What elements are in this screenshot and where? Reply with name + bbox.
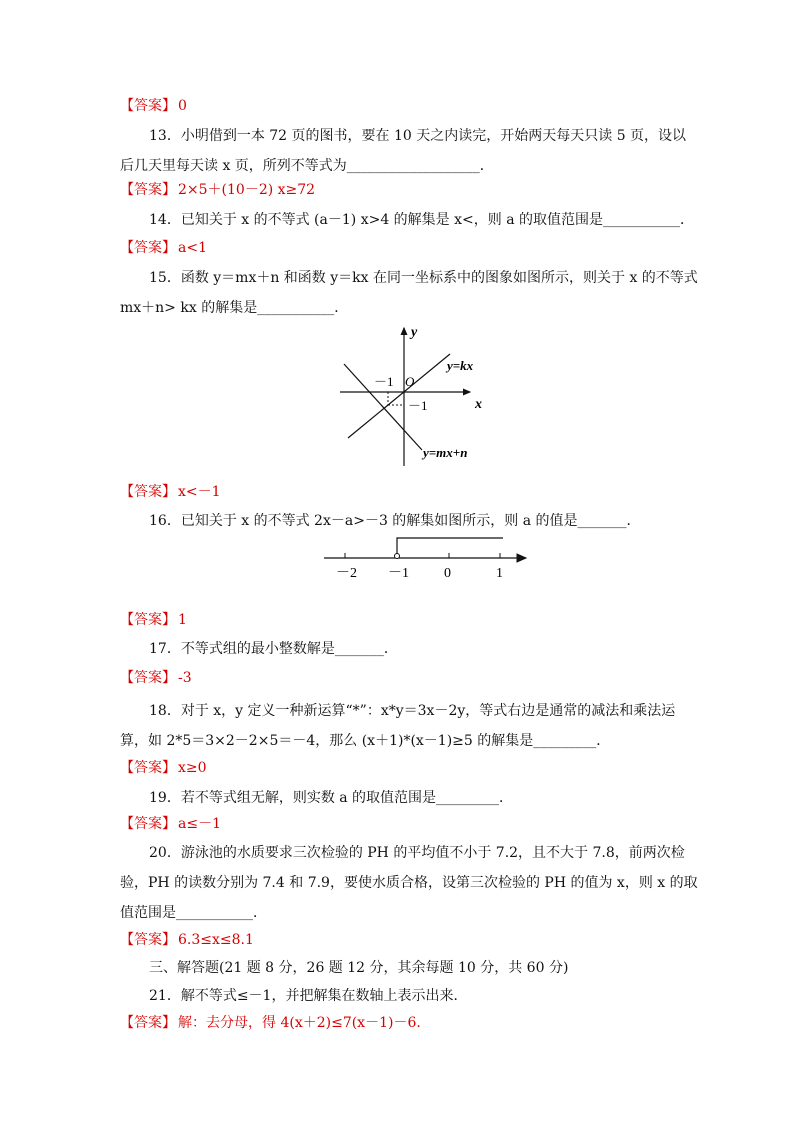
- question-17: 17．不等式组的最小整数解是_______．: [149, 641, 398, 657]
- answer-13: [120, 180, 315, 200]
- question-16: 16．已知关于 x 的不等式 2x－a>－3 的解集如图所示，则 a 的值是_______．: [149, 513, 641, 529]
- solution-bracket: [397, 538, 503, 554]
- neg1-y-label: －1: [408, 398, 428, 413]
- answer-value: 2×5＋(10－2) x≥72: [178, 182, 316, 198]
- answer-value: 0: [178, 98, 187, 114]
- answer-tag: 【答案】: [120, 760, 176, 776]
- question-18-line2: 算，如 2*5＝3×2－2×5＝－4，那么 (x＋1)*(x－1)≥5 的解集是_________．: [120, 733, 611, 749]
- question-15-line1: 15．函数 y＝mx＋n 和函数 y＝kx 在同一坐标系中的图象如图所示，则关于 x 的不等式: [149, 270, 698, 286]
- answer-tag: 【答案】: [120, 670, 176, 686]
- question-21: 21．解不等式≤－1，并把解集在数轴上表示出来．: [149, 988, 468, 1004]
- question-20-line2: 验，PH 的读数分别为 7.4 和 7.9，要使水质合格，设第三次检验的 PH 的值为 x，则 x 的取: [120, 875, 698, 891]
- answer-tag: 【答案】: [120, 1015, 176, 1031]
- line-kx-label: y=kx: [447, 358, 474, 373]
- answer-tag: 【答案】: [120, 612, 176, 628]
- answer-tag: 【答案】: [120, 98, 176, 114]
- answer-15: [120, 482, 221, 502]
- question-13-line1: 13．小明借到一本 72 页的图书，要在 10 天之内读完，开始两天每天只读 5 页，设以: [149, 128, 687, 144]
- question-20-line3: 值范围是___________．: [120, 905, 267, 921]
- answer-value: 6.3≤x≤8.1: [178, 932, 254, 948]
- x-axis-label: x: [475, 397, 482, 412]
- tick-label-neg1: －1: [388, 566, 409, 581]
- graph-15: [0, 314, 800, 484]
- question-14: 14．已知关于 x 的不等式 (a－1) x>4 的解集是 x<，则 a 的取值范围是___________．: [149, 212, 694, 228]
- section-heading: 三、解答题(21 题 8 分，26 题 12 分，其余每题 10 分，共 60 分): [149, 960, 569, 976]
- number-line-16: [0, 533, 800, 583]
- answer-19: [120, 814, 221, 834]
- answer-tag: 【答案】: [120, 240, 176, 256]
- tick-label-0: 0: [444, 566, 451, 581]
- answer-tag: 【答案】: [120, 932, 176, 948]
- answer-17: [120, 668, 192, 688]
- answer-tag: 【答案】: [120, 816, 176, 832]
- answer-value: x≥0: [178, 760, 207, 776]
- answer-18: [120, 758, 207, 778]
- answer-20: [120, 930, 254, 950]
- answer-value: -3: [178, 670, 192, 686]
- question-15-line2: mx＋n> kx 的解集是___________．: [120, 300, 349, 316]
- answer-value: x<－1: [178, 484, 221, 500]
- y-axis-label: y: [411, 325, 418, 340]
- question-18-line1: 18．对于 x，y 定义一种新运算“*”：x*y＝3x－2y，等式右边是通常的减法和乘法运: [149, 703, 676, 719]
- origin-label: O: [405, 374, 415, 389]
- tick-label-1: 1: [496, 566, 503, 581]
- tick-label-neg2: －2: [336, 566, 357, 581]
- line-mxn-label: y=mx+n: [423, 445, 468, 460]
- answer-value: a<1: [178, 240, 207, 256]
- question-20-line1: 20．游泳池的水质要求三次检验的 PH 的平均值不小于 7.2，且不大于 7.8，前两次检: [149, 845, 685, 861]
- answer-tag: 【答案】: [120, 484, 176, 500]
- answer-21: [120, 1013, 421, 1033]
- answer-value: 1: [178, 612, 187, 628]
- answer-tag: 【答案】: [120, 182, 176, 198]
- answer-value: a≤－1: [178, 816, 221, 832]
- answer-value: 解：去分母，得 4(x＋2)≤7(x－1)－6.: [178, 1015, 421, 1031]
- answer-16: [120, 610, 187, 630]
- open-circle: [395, 554, 400, 559]
- question-19: 19．若不等式组无解，则实数 a 的取值范围是_________．: [149, 790, 514, 806]
- neg1-x-label: －1: [374, 374, 394, 389]
- answer-14: [120, 238, 207, 258]
- answer-12: [120, 96, 187, 116]
- question-13-line2: 后几天里每天读 x 页，所列不等式为___________________．: [120, 158, 494, 174]
